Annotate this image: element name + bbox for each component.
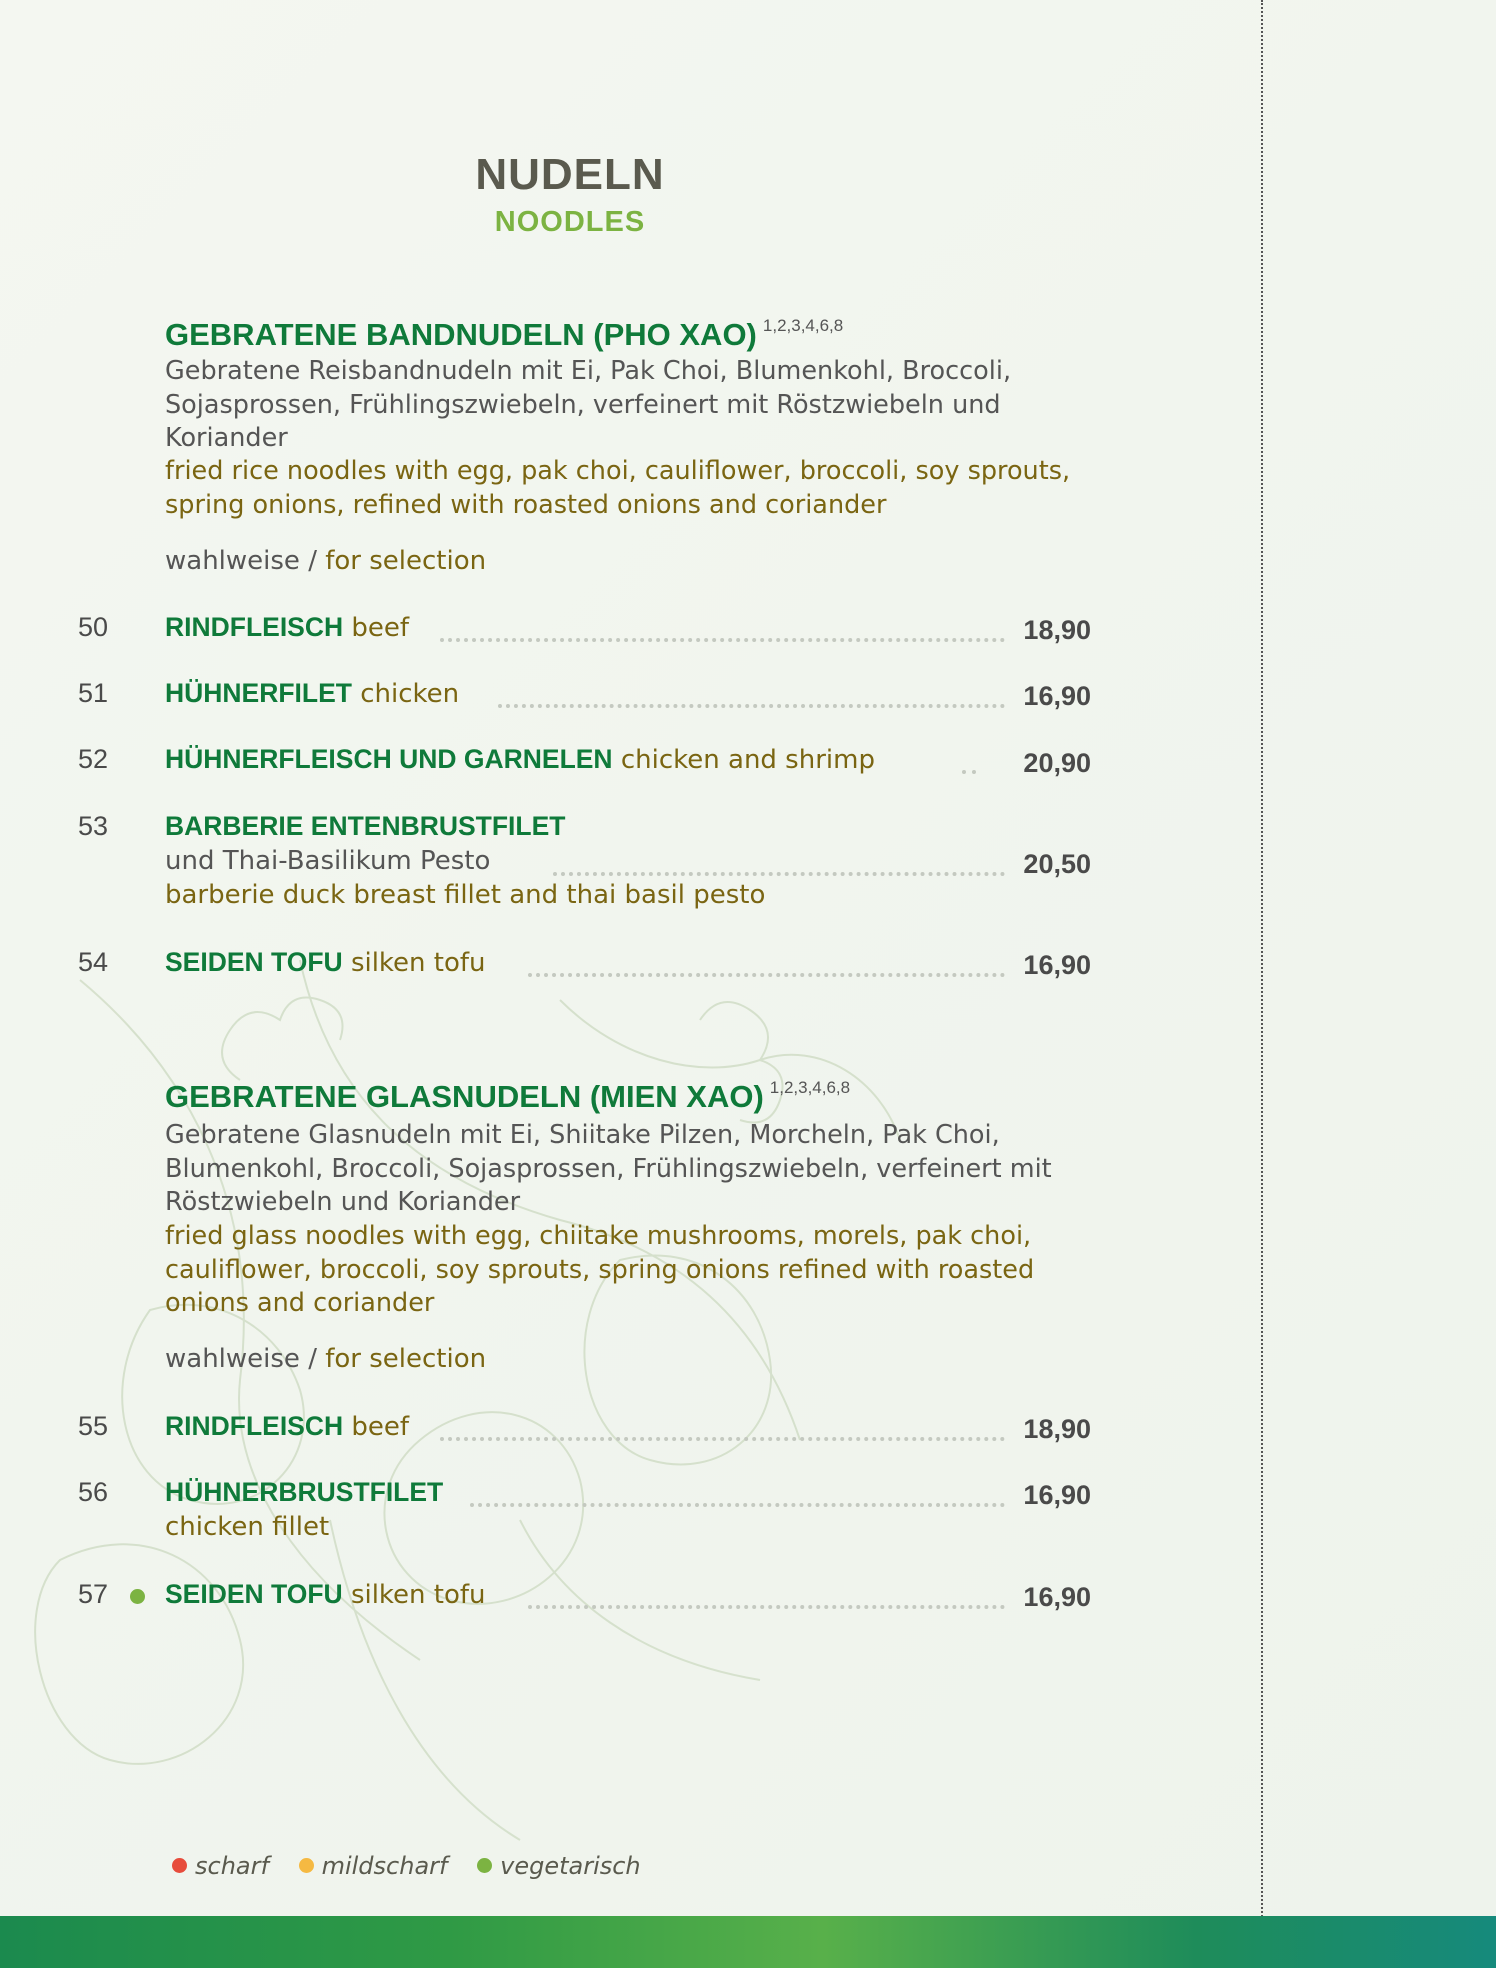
section-heading-pho-xao (165, 316, 843, 353)
description-english: fried rice noodles with egg, pak choi, cauliflower, broccoli, soy sprouts, spring onions, refined with roasted onions and coriander (165, 456, 1071, 520)
selection-english: for selection (325, 1344, 487, 1374)
item-number: 54 (78, 947, 109, 977)
dot-leader (498, 704, 1005, 708)
menu-item-name: BARBERIE ENTENBRUSTFILET (165, 811, 566, 841)
item-price: 20,50 (1023, 849, 1091, 879)
selection-english: for selection (325, 546, 487, 576)
menu-item-name: SEIDEN TOFU silken tofu (165, 947, 486, 978)
selection-german: wahlweise / (165, 1344, 317, 1374)
item-number: 53 (78, 811, 109, 841)
menu-item-name: HÜHNERFILET chicken (165, 678, 460, 709)
legend-item-mildscharf: mildscharf (299, 1852, 448, 1880)
item-price: 18,90 (1023, 615, 1091, 645)
selection-german: wahlweise / (165, 546, 317, 576)
item-price: 16,90 (1023, 1582, 1091, 1612)
menu-item-name: HÜHNERBRUSTFILET (165, 1477, 444, 1507)
vegetarian-dot-icon (130, 1589, 145, 1604)
dot-leader (528, 973, 1005, 977)
section-heading-mien-xao (165, 1078, 850, 1115)
item-number: 55 (78, 1411, 109, 1441)
dot-leader (553, 872, 1005, 876)
dot-leader (528, 1605, 1005, 1609)
allergen-codes: 1,2,3,4,6,8 (769, 1078, 851, 1097)
item-price: 16,90 (1023, 1480, 1091, 1510)
selection-label (165, 1344, 486, 1374)
item-price: 18,90 (1023, 1414, 1091, 1444)
allergen-codes: 1,2,3,4,6,8 (762, 316, 844, 335)
item-price: 20,90 (1023, 748, 1091, 778)
legend-item-scharf: scharf (172, 1852, 269, 1880)
yellow-dot-icon (299, 1858, 314, 1873)
item-number: 50 (78, 612, 109, 642)
item-number: 56 (78, 1477, 109, 1507)
title-german: NUDELN (475, 150, 665, 199)
dotted-page-divider (1261, 0, 1263, 1968)
item-subtitle-english: barberie duck breast fillet and thai basil pesto (165, 880, 766, 910)
item-price: 16,90 (1023, 950, 1091, 980)
legend (172, 1852, 663, 1880)
section-heading-text: GEBRATENE GLASNUDELN (MIEN XAO) (165, 1079, 764, 1114)
item-number: 51 (78, 678, 109, 708)
menu-item-name: HÜHNERFLEISCH UND GARNELEN chicken and shrimp (165, 744, 875, 775)
item-price: 16,90 (1023, 681, 1091, 711)
selection-label (165, 546, 486, 576)
page-title (370, 150, 770, 239)
menu-item-name: RINDFLEISCH beef (165, 1411, 410, 1442)
description-german: Gebratene Reisbandnudeln mit Ei, Pak Choi, Blumenkohl, Broccoli, Sojasprossen, Frühlingszwiebeln, verfeinert mit Röstzwiebeln und Koriander (165, 356, 1012, 453)
item-subtitle-english: chicken fillet (165, 1512, 330, 1542)
title-english: NOODLES (494, 206, 646, 238)
dot-leader (962, 770, 976, 774)
green-dot-icon (477, 1858, 492, 1873)
dot-leader (470, 1503, 1005, 1507)
description-english: fried glass noodles with egg, chiitake mushrooms, morels, pak choi, cauliflower, broccoli, soy sprouts, spring onions refined with roasted onions and coriander (165, 1221, 1035, 1318)
legend-item-vegetarisch: vegetarisch (477, 1852, 641, 1880)
section-heading-text: GEBRATENE BANDNUDELN (PHO XAO) (165, 317, 757, 352)
menu-item-name: RINDFLEISCH beef (165, 612, 410, 643)
dot-leader (440, 638, 1005, 642)
red-dot-icon (172, 1858, 187, 1873)
item-number: 57 (78, 1579, 109, 1609)
item-subtitle-german: und Thai-Basilikum Pesto (165, 846, 491, 876)
item-number: 52 (78, 744, 109, 774)
bottom-decorative-band (0, 1916, 1496, 1968)
description-german: Gebratene Glasnudeln mit Ei, Shiitake Pilzen, Morcheln, Pak Choi, Blumenkohl, Broccoli, Sojasprossen, Frühlingszwiebeln, verfeinert mit Röstzwiebeln und Koriander (165, 1120, 1052, 1217)
menu-item-name: SEIDEN TOFU silken tofu (165, 1579, 486, 1610)
dot-leader (440, 1437, 1005, 1441)
